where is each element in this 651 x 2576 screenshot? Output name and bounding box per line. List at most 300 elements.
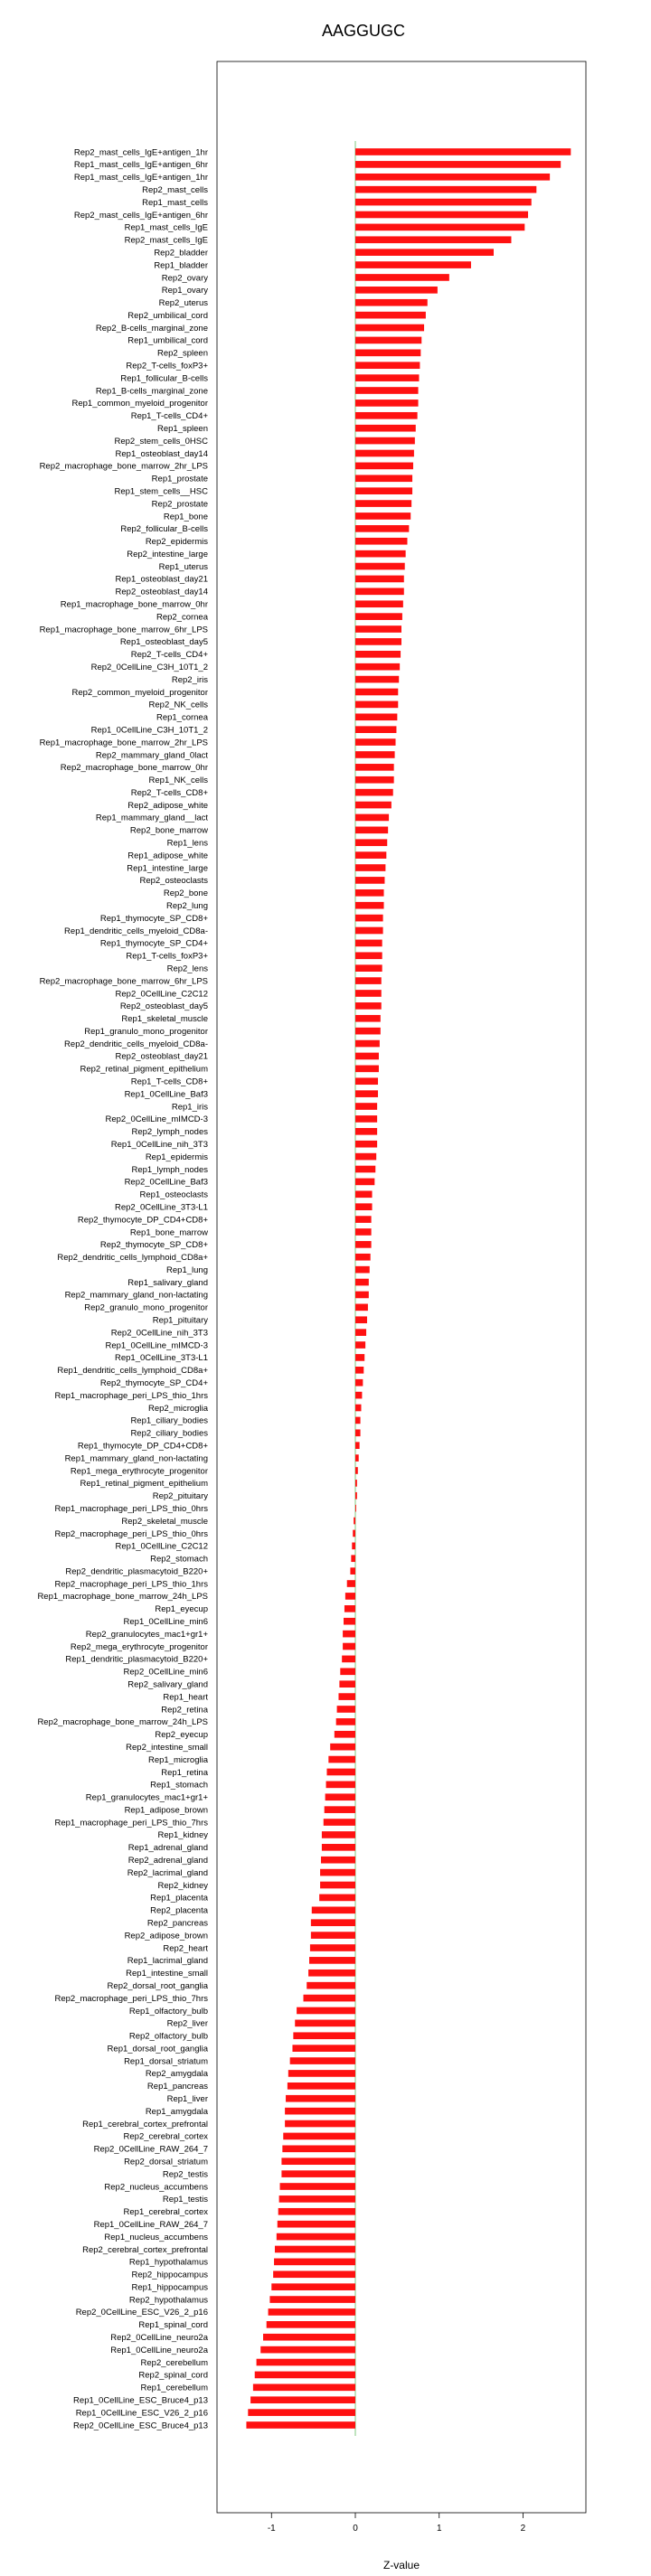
- category-label: Rep2_stem_cells_0HSC: [114, 436, 208, 447]
- bar: [355, 349, 420, 356]
- category-label: Rep1_retina: [161, 1767, 208, 1778]
- category-label: Rep1_intestine_large: [127, 863, 208, 874]
- bar: [355, 1304, 368, 1312]
- category-label: Rep1_granulo_mono_progenitor: [84, 1026, 208, 1037]
- category-label: Rep1_mast_cells_IgE: [124, 222, 208, 233]
- bar: [355, 588, 404, 596]
- x-tick-label: -1: [267, 2524, 276, 2534]
- category-label: Rep2_bladder: [154, 248, 208, 259]
- category-label: Rep2_retinal_pigment_epithelium: [80, 1064, 208, 1075]
- category-label: Rep2_spinal_cord: [138, 2370, 208, 2381]
- bar: [328, 1756, 355, 1763]
- category-label: Rep1_adipose_brown: [124, 1805, 208, 1816]
- bar: [355, 764, 394, 771]
- bar: [355, 600, 403, 607]
- bar: [355, 287, 438, 294]
- bar: [355, 1028, 381, 1035]
- bar: [355, 487, 412, 494]
- bar: [355, 1505, 356, 1512]
- bar: [355, 751, 395, 758]
- category-label: Rep2_0CellLine_ESC_Bruce4_p13: [73, 2421, 208, 2431]
- bar: [321, 1857, 355, 1864]
- category-label: Rep1_dorsal_root_ganglia: [107, 2044, 208, 2054]
- category-label: Rep2_pituitary: [152, 1491, 208, 1502]
- category-label: Rep1_uterus: [158, 561, 208, 572]
- category-label: Rep1_mast_cells_IgE+antigen_6hr: [73, 160, 208, 171]
- bar: [355, 261, 471, 268]
- category-label: Rep2_0CellLine_ESC_V26_2_p16: [75, 2308, 208, 2318]
- bar: [355, 224, 524, 231]
- bar: [352, 1543, 355, 1550]
- bar: [355, 915, 383, 922]
- bar: [355, 1002, 382, 1010]
- category-label: Rep2_granulo_mono_progenitor: [84, 1302, 208, 1313]
- bar: [344, 1618, 355, 1625]
- bar: [355, 1316, 367, 1323]
- category-label: Rep1_thymocyte_SP_CD4+: [99, 938, 208, 949]
- bar: [355, 726, 396, 733]
- bar: [355, 738, 396, 746]
- bar: [355, 186, 536, 193]
- bar: [324, 1819, 355, 1826]
- bar: [355, 1405, 361, 1412]
- bar: [342, 1656, 355, 1663]
- bar: [320, 1869, 355, 1876]
- bar: [275, 2246, 355, 2253]
- category-label: Rep2_umbilical_cord: [127, 310, 208, 321]
- category-label: Rep2_liver: [166, 2018, 208, 2029]
- category-label: Rep1_lung: [166, 1264, 208, 1275]
- bar: [320, 1882, 355, 1889]
- category-label: Rep2_cerebellum: [140, 2357, 208, 2368]
- category-label: Rep2_0CellLine_Baf3: [124, 1177, 208, 1188]
- bar: [355, 1190, 373, 1198]
- category-label: Rep1_T-cells_CD4+: [130, 411, 208, 422]
- bar: [355, 1480, 357, 1487]
- category-label: Rep2_macrophage_peri_LPS_thio_0hrs: [54, 1528, 208, 1539]
- category-label: Rep2_skeletal_muscle: [121, 1516, 208, 1527]
- category-label: Rep1_pituitary: [152, 1315, 208, 1326]
- x-axis-label: Z-value: [382, 2559, 420, 2571]
- category-label: Rep2_mast_cells: [142, 184, 208, 195]
- category-label: Rep1_osteoclasts: [139, 1189, 208, 1200]
- category-label: Rep2_macrophage_bone_marrow_2hr_LPS: [39, 461, 208, 472]
- category-label: Rep2_T-cells_CD8+: [130, 787, 208, 798]
- bar: [257, 2359, 355, 2366]
- bar: [292, 2045, 355, 2052]
- bar: [288, 2082, 355, 2090]
- bar: [336, 1718, 355, 1725]
- bar: [355, 500, 411, 507]
- bar: [309, 1957, 355, 1964]
- category-label: Rep2_nucleus_accumbens: [104, 2182, 208, 2193]
- bar: [308, 1970, 355, 1977]
- chart-title: AAGGUGC: [321, 22, 406, 40]
- bar: [355, 1492, 357, 1500]
- category-label: Rep2_mammary_gland_0lact: [95, 750, 208, 761]
- category-label: Rep2_0CellLine_C3H_10T1_2: [90, 662, 208, 672]
- bar: [355, 387, 419, 394]
- bar: [355, 1392, 362, 1399]
- bar: [355, 463, 413, 470]
- category-label: Rep1_macrophage_bone_marrow_2hr_LPS: [39, 738, 208, 748]
- category-label: Rep2_macrophage_peri_LPS_thio_1hrs: [54, 1579, 208, 1590]
- bar: [355, 977, 382, 984]
- category-label: Rep1_macrophage_peri_LPS_thio_0hrs: [54, 1503, 208, 1514]
- category-label: Rep1_placenta: [150, 1893, 208, 1904]
- category-label: Rep1_retinal_pigment_epithelium: [80, 1479, 208, 1490]
- category-label: Rep2_0CellLine_neuro2a: [110, 2333, 208, 2344]
- bar: [355, 940, 382, 947]
- bar: [283, 2133, 355, 2140]
- category-label: Rep1_cerebellum: [140, 2383, 208, 2393]
- bar: [260, 2346, 355, 2354]
- category-label: Rep1_cerebral_cortex_prefrontal: [82, 2119, 208, 2129]
- bar: [355, 713, 397, 720]
- category-label: Rep2_kidney: [157, 1880, 208, 1891]
- category-label: Rep1_thymocyte_SP_CD8+: [99, 913, 208, 924]
- category-label: Rep1_0CellLine_min6: [123, 1617, 208, 1628]
- category-label: Rep2_ciliary_bodies: [130, 1428, 208, 1439]
- bar: [355, 990, 382, 997]
- category-label: Rep1_nucleus_accumbens: [104, 2232, 208, 2242]
- category-label: Rep2_adipose_brown: [124, 1931, 208, 1941]
- category-label: Rep1_microglia: [147, 1754, 208, 1765]
- bar: [310, 1944, 355, 1951]
- bar: [325, 1806, 355, 1813]
- bar: [307, 1982, 355, 1989]
- category-label: Rep1_bladder: [154, 260, 208, 271]
- bar: [338, 1693, 355, 1700]
- category-label: Rep2_epidermis: [145, 537, 208, 548]
- category-label: Rep1_dorsal_striatum: [124, 2056, 208, 2067]
- category-label: Rep2_macrophage_bone_marrow_6hr_LPS: [39, 976, 208, 987]
- category-label: Rep1_0CellLine_C2C12: [115, 1541, 208, 1552]
- bar: [355, 651, 401, 658]
- category-label: Rep1_spleen: [157, 423, 208, 434]
- category-label: Rep2_heart: [163, 1943, 208, 1954]
- bar: [355, 550, 406, 558]
- category-label: Rep2_osteoblast_day21: [115, 1051, 208, 1062]
- category-label: Rep2_salivary_gland: [127, 1679, 208, 1690]
- x-tick-label: 1: [436, 2524, 442, 2534]
- category-label: Rep1_mega_erythrocyte_progenitor: [70, 1466, 208, 1477]
- bar: [281, 2170, 355, 2177]
- category-label: Rep2_dorsal_root_ganglia: [107, 1980, 208, 1991]
- category-label: Rep1_liver: [166, 2094, 208, 2105]
- bar: [355, 1216, 372, 1223]
- category-label: Rep1_lacrimal_gland: [127, 1956, 208, 1967]
- category-label: Rep1_macrophage_bone_marrow_0hr: [60, 599, 208, 610]
- bar: [278, 2221, 355, 2228]
- category-label: Rep2_macrophage_peri_LPS_thio_7hrs: [54, 1993, 208, 2004]
- category-label: Rep1_0CellLine_ESC_V26_2_p16: [75, 2408, 208, 2419]
- category-label: Rep2_macrophage_bone_marrow_0hr: [60, 763, 208, 774]
- category-label: Rep2_intestine_small: [126, 1742, 208, 1753]
- category-label: Rep1_lens: [166, 838, 208, 849]
- category-label: Rep2_adrenal_gland: [127, 1856, 208, 1866]
- bar: [339, 1680, 355, 1688]
- category-label: Rep2_cerebral_cortex_prefrontal: [82, 2244, 208, 2255]
- bar: [355, 1266, 370, 1274]
- bar: [347, 1580, 355, 1587]
- bar: [246, 2421, 355, 2429]
- bar: [322, 1844, 355, 1851]
- category-label: Rep1_thymocyte_DP_CD4+CD8+: [77, 1441, 208, 1452]
- category-label: Rep2_osteoblast_day14: [115, 587, 208, 597]
- category-label: Rep1_testis: [162, 2195, 208, 2205]
- category-label: Rep1_adrenal_gland: [127, 1843, 208, 1854]
- bar: [355, 1103, 377, 1110]
- bar: [355, 1053, 379, 1060]
- bar: [340, 1668, 355, 1675]
- category-label: Rep1_salivary_gland: [127, 1277, 208, 1288]
- category-label: Rep2_dendritic_cells_lymphoid_CD8a+: [57, 1253, 208, 1264]
- category-label: Rep1_skeletal_muscle: [121, 1014, 208, 1025]
- bar: [312, 1906, 355, 1913]
- category-label: Rep1_NK_cells: [148, 776, 208, 786]
- bar: [355, 638, 401, 645]
- category-label: Rep2_0CellLine_mIMCD-3: [105, 1114, 208, 1125]
- category-label: Rep2_lens: [166, 964, 208, 974]
- category-label: Rep1_lymph_nodes: [131, 1164, 208, 1175]
- bar: [355, 576, 404, 583]
- bar: [355, 412, 418, 419]
- bar: [355, 952, 382, 959]
- x-tick-label: 2: [520, 2524, 526, 2534]
- bar: [355, 236, 511, 243]
- category-label: Rep2_mega_erythrocyte_progenitor: [70, 1641, 208, 1652]
- bar: [288, 2070, 355, 2077]
- category-label: Rep2_microglia: [147, 1403, 208, 1414]
- category-label: Rep1_macrophage_bone_marrow_6hr_LPS: [39, 625, 208, 635]
- bar: [355, 1228, 372, 1236]
- category-label: Rep2_iris: [171, 674, 208, 685]
- bar: [355, 927, 383, 935]
- bar: [355, 199, 532, 206]
- category-label: Rep1_dendritic_plasmacytoid_B220+: [65, 1654, 208, 1665]
- bar: [282, 2145, 355, 2152]
- category-label: Rep2_amygdala: [145, 2069, 208, 2080]
- bar: [355, 1279, 369, 1286]
- category-label: Rep2_osteoblast_day5: [119, 1001, 208, 1012]
- bar: [311, 1919, 355, 1926]
- category-label: Rep1_bone_marrow: [129, 1227, 208, 1238]
- category-label: Rep2_adipose_white: [127, 800, 208, 811]
- bar: [295, 2020, 355, 2027]
- bar: [355, 1179, 374, 1186]
- bar: [355, 1417, 361, 1424]
- bar: [355, 249, 494, 256]
- category-label: Rep2_mast_cells_IgE+antigen_1hr: [73, 147, 208, 158]
- bar: [322, 1831, 355, 1838]
- category-label: Rep2_lacrimal_gland: [127, 1867, 208, 1878]
- category-label: Rep2_eyecup: [155, 1730, 208, 1741]
- bar: [355, 877, 384, 884]
- bar: [326, 1793, 355, 1800]
- bar: [297, 2007, 355, 2015]
- bar: [290, 2057, 355, 2064]
- bar: [281, 2158, 355, 2165]
- bar: [353, 1530, 355, 1537]
- bar: [255, 2372, 355, 2379]
- category-label: Rep2_uterus: [158, 298, 208, 309]
- bar: [355, 1066, 379, 1073]
- category-label: Rep1_T-cells_foxP3+: [126, 951, 208, 962]
- category-label: Rep2_osteoclasts: [139, 876, 208, 887]
- category-label: Rep1_mast_cells: [142, 197, 208, 208]
- category-label: Rep1_adipose_white: [127, 851, 208, 861]
- category-label: Rep1_macrophage_peri_LPS_thio_1hrs: [54, 1390, 208, 1401]
- category-label: Rep2_pancreas: [146, 1918, 208, 1929]
- bar: [278, 2208, 355, 2215]
- bar: [285, 2108, 355, 2115]
- bar: [355, 1379, 363, 1387]
- bar: [355, 1292, 369, 1299]
- bar: [355, 425, 416, 432]
- category-label: Rep2_0CellLine_nih_3T3: [110, 1328, 208, 1339]
- category-label: Rep2_0CellLine_min6: [123, 1667, 208, 1678]
- bar: [271, 2283, 355, 2290]
- category-label: Rep2_ovary: [161, 273, 208, 284]
- bar: [355, 1203, 373, 1210]
- bar: [355, 538, 407, 545]
- bar: [293, 2032, 355, 2039]
- bar: [250, 2396, 355, 2403]
- category-label: Rep1_B-cells_marginal_zone: [95, 386, 208, 397]
- bar: [355, 676, 399, 683]
- category-label: Rep1_0CellLine_3T3-L1: [115, 1353, 208, 1364]
- category-label: Rep2_B-cells_marginal_zone: [95, 323, 208, 334]
- category-label: Rep2_0CellLine_RAW_264_7: [93, 2144, 208, 2155]
- bar: [326, 1769, 355, 1776]
- category-label: Rep2_testis: [162, 2169, 208, 2180]
- bar: [344, 1605, 355, 1612]
- category-label: Rep1_macrophage_bone_marrow_24h_LPS: [37, 1592, 208, 1603]
- category-label: Rep2_bone_marrow: [129, 825, 208, 836]
- plot-area: [37, 61, 586, 2534]
- category-label: Rep2_intestine_large: [127, 549, 208, 559]
- category-label: Rep1_0CellLine_nih_3T3: [110, 1140, 208, 1151]
- bar: [355, 814, 389, 822]
- bar: [355, 1153, 376, 1161]
- category-label: Rep1_spinal_cord: [138, 2320, 208, 2331]
- bar: [267, 2321, 355, 2328]
- category-label: Rep1_0CellLine_mIMCD-3: [105, 1340, 208, 1351]
- bar: [355, 802, 392, 809]
- category-label: Rep1_epidermis: [145, 1152, 208, 1162]
- bar: [355, 1077, 378, 1085]
- category-label: Rep1_dendritic_cells_myeloid_CD8a-: [64, 926, 208, 936]
- category-label: Rep1_ciliary_bodies: [130, 1415, 208, 1426]
- category-label: Rep1_dendritic_cells_lymphoid_CD8a+: [57, 1366, 208, 1377]
- bar: [355, 299, 428, 306]
- category-label: Rep2_mast_cells_IgE: [124, 235, 208, 246]
- bar: [304, 1995, 355, 2002]
- category-label: Rep1_stomach: [150, 1780, 208, 1791]
- category-label: Rep2_cornea: [156, 612, 208, 623]
- category-label: Rep2_placenta: [150, 1905, 208, 1916]
- bar: [355, 613, 402, 620]
- bar: [355, 525, 409, 532]
- category-label: Rep2_0CellLine_C2C12: [115, 989, 208, 1000]
- bar: [355, 362, 420, 369]
- bar: [285, 2120, 355, 2128]
- bar: [355, 1015, 381, 1022]
- category-label: Rep1_follicular_B-cells: [120, 373, 208, 384]
- category-label: Rep2_spleen: [157, 348, 208, 359]
- bar: [311, 1932, 355, 1939]
- category-label: Rep1_0CellLine_neuro2a: [110, 2345, 208, 2355]
- bar: [355, 789, 393, 796]
- category-label: Rep2_mast_cells_IgE+antigen_6hr: [73, 210, 208, 221]
- bar: [355, 1454, 359, 1462]
- category-label: Rep1_heart: [163, 1692, 208, 1703]
- category-label: Rep2_stomach: [150, 1554, 208, 1565]
- bar: [273, 2270, 355, 2278]
- category-label: Rep1_bone: [163, 512, 208, 522]
- bar: [355, 174, 550, 181]
- category-label: Rep2_olfactory_bulb: [128, 2031, 208, 2042]
- category-label: Rep1_hypothalamus: [128, 2257, 208, 2268]
- category-label: Rep1_amygdala: [145, 2106, 208, 2117]
- category-label: Rep2_thymocyte_SP_CD8+: [99, 1240, 208, 1251]
- bar: [355, 337, 421, 344]
- bar: [355, 663, 400, 671]
- category-label: Rep2_macrophage_bone_marrow_24h_LPS: [37, 1717, 208, 1728]
- bar: [337, 1706, 355, 1713]
- bar: [343, 1643, 355, 1650]
- bar: [355, 475, 412, 482]
- category-label: Rep2_dendritic_plasmacytoid_B220+: [65, 1566, 208, 1577]
- bar: [355, 1467, 358, 1474]
- category-label: Rep2_hypothalamus: [128, 2295, 208, 2306]
- bar: [355, 839, 387, 846]
- bar: [269, 2296, 355, 2303]
- bar: [355, 851, 386, 859]
- bar: [355, 1141, 377, 1148]
- category-label: Rep2_bone: [163, 888, 208, 899]
- bar: [286, 2095, 355, 2102]
- category-label: Rep2_lung: [166, 901, 208, 912]
- bar: [355, 1429, 361, 1436]
- category-label: Rep1_granulocytes_mac1+gr1+: [85, 1792, 208, 1803]
- category-label: Rep1_eyecup: [155, 1604, 208, 1615]
- bar: [355, 374, 419, 381]
- bar: [355, 400, 419, 407]
- bar: [355, 312, 426, 319]
- bar: [248, 2409, 355, 2416]
- bar: [355, 902, 384, 909]
- bar: [355, 1115, 377, 1123]
- bar: [355, 1354, 364, 1361]
- bar: [269, 2308, 355, 2316]
- category-label: Rep1_0CellLine_ESC_Bruce4_p13: [73, 2395, 208, 2406]
- bar: [355, 776, 394, 784]
- bar: [335, 1731, 355, 1738]
- category-label: Rep1_osteoblast_day5: [119, 637, 208, 648]
- bar: [355, 512, 410, 520]
- bar: [355, 1128, 377, 1135]
- category-label: Rep1_iris: [171, 1102, 208, 1113]
- bar: [355, 1090, 378, 1097]
- bar: [355, 450, 414, 457]
- category-label: Rep1_olfactory_bulb: [128, 2006, 208, 2017]
- category-label: Rep1_ovary: [161, 286, 208, 296]
- bar: [326, 1782, 355, 1789]
- bar: [355, 964, 382, 972]
- category-label: Rep2_follicular_B-cells: [120, 524, 208, 535]
